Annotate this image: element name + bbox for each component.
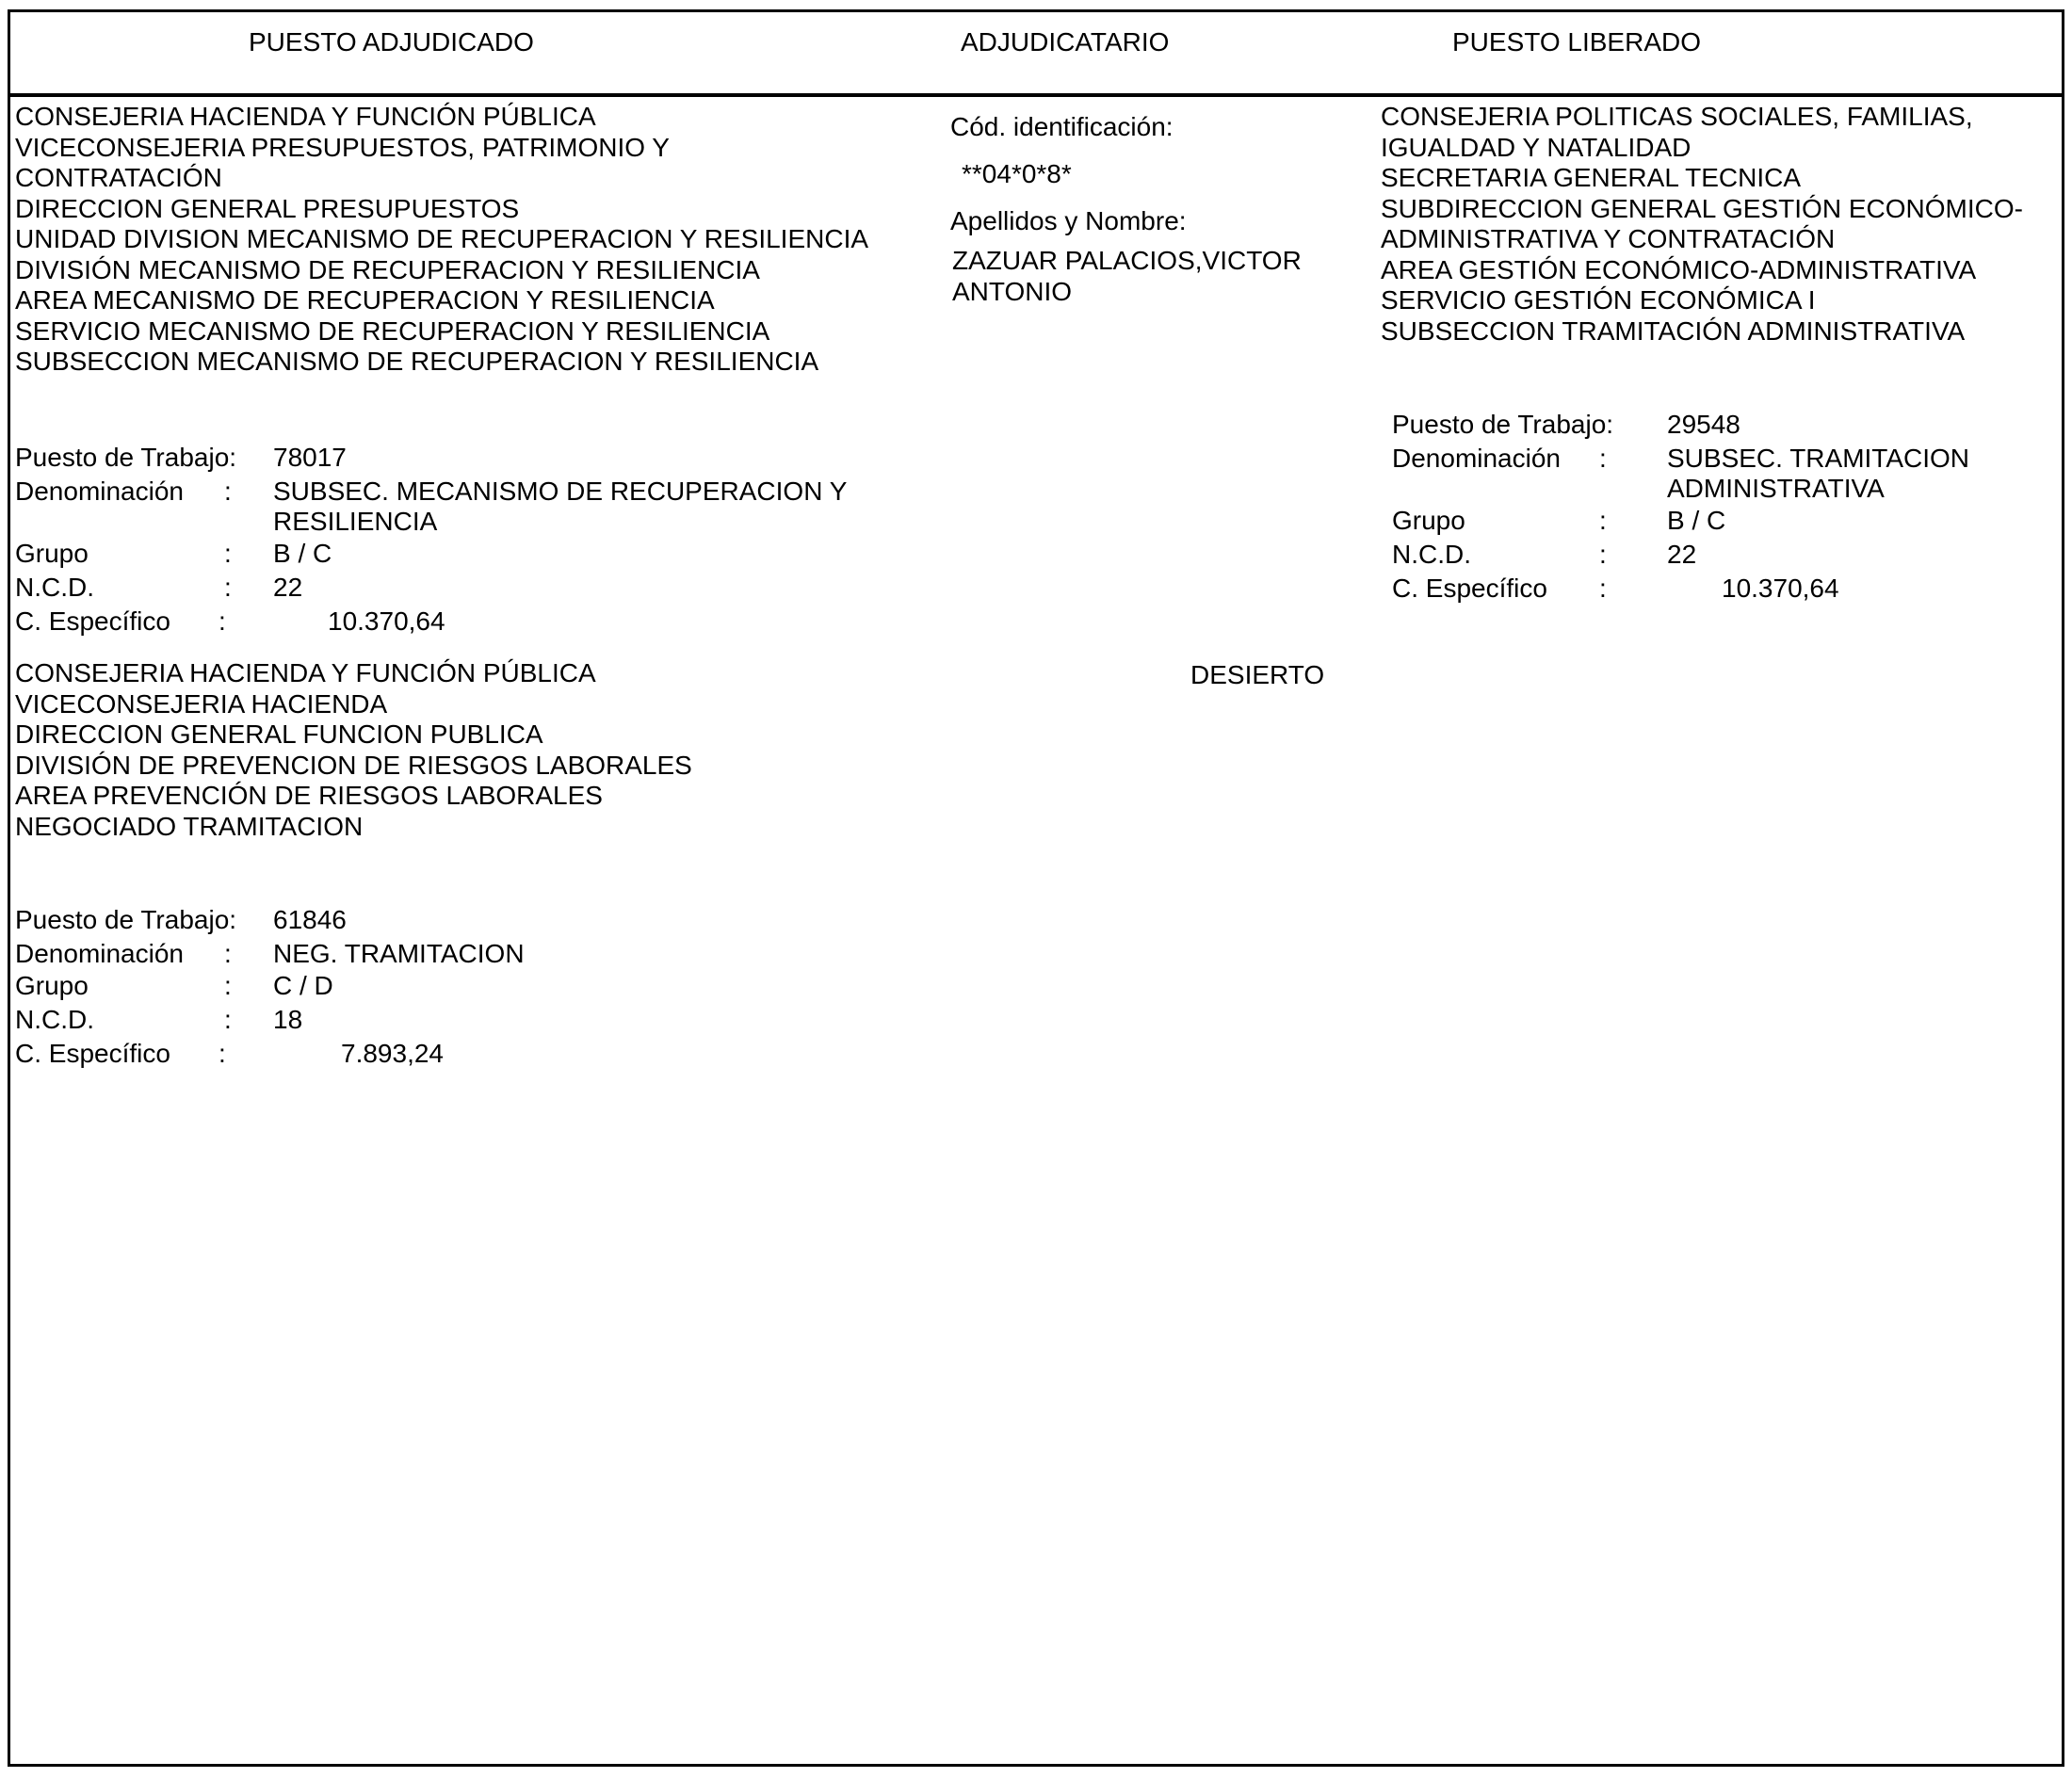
grupo-label: Grupo (15, 971, 89, 1000)
ncd-value: 18 (273, 1005, 303, 1034)
entry2-adjudicado-org (15, 658, 692, 842)
grupo-value: B / C (273, 539, 332, 568)
cod-identificacion-value: **04*0*8* (962, 159, 1072, 188)
colon: : (224, 573, 232, 602)
denominacion-value-line: SUBSEC. TRAMITACION (1667, 444, 1970, 473)
org-line: AREA GESTIÓN ECONÓMICO-ADMINISTRATIVA (1381, 254, 1977, 284)
especifico-label: C. Específico (1392, 574, 1547, 603)
header-puesto-liberado: PUESTO LIBERADO (1452, 27, 1702, 57)
org-line: AREA MECANISMO DE RECUPERACION Y RESILIENCIA (15, 285, 715, 315)
colon: : (224, 971, 232, 1000)
header-adjudicatario: ADJUDICATARIO (961, 27, 1170, 57)
entry1-adjudicado-org (15, 102, 868, 378)
org-line: UNIDAD DIVISION MECANISMO DE RECUPERACION Y RESILIENCIA (15, 224, 869, 253)
org-line: CONSEJERIA POLITICAS SOCIALES, FAMILIAS, (1381, 102, 1973, 131)
ncd-label: N.C.D. (15, 573, 94, 602)
denominacion-value-line: RESILIENCIA (273, 507, 438, 536)
org-line: IGUALDAD Y NATALIDAD (1381, 132, 1692, 162)
entry1-adjudicado-details (15, 442, 919, 639)
ncd-label: N.C.D. (15, 1005, 94, 1034)
colon: : (1599, 540, 1607, 569)
especifico-label: C. Específico (15, 1039, 170, 1068)
desierto-status: DESIERTO (1190, 660, 1325, 689)
apellidos-nombre-label: Apellidos y Nombre: (950, 206, 1187, 235)
org-line: NEGOCIADO TRAMITACION (15, 811, 364, 841)
header-puesto-adjudicado: PUESTO ADJUDICADO (249, 27, 534, 57)
org-line: SERVICIO MECANISMO DE RECUPERACION Y RESILIENCIA (15, 315, 770, 346)
org-line: SERVICIO GESTIÓN ECONÓMICA I (1381, 285, 1816, 315)
org-line: CONTRATACIÓN (15, 163, 222, 192)
colon: : (224, 477, 232, 506)
colon: : (224, 1005, 232, 1034)
org-line: DIVISIÓN DE PREVENCION DE RIESGOS LABORALES (15, 750, 692, 780)
ncd-label: N.C.D. (1392, 540, 1471, 569)
puesto-value: 78017 (273, 443, 347, 472)
entry1-adjudicatario (950, 111, 1346, 318)
ncd-value: 22 (273, 573, 303, 602)
denominacion-value-line: SUBSEC. MECANISMO DE RECUPERACION Y (273, 477, 848, 506)
especifico-label: C. Específico (15, 606, 170, 636)
puesto-value: 29548 (1667, 410, 1740, 439)
entry1-liberado-details (1392, 409, 2051, 606)
especifico-value: 10.370,64 (1722, 574, 1839, 603)
grupo-label: Grupo (15, 539, 89, 568)
colon: : (1599, 444, 1607, 473)
org-line: SUBDIRECCION GENERAL GESTIÓN ECONÓMICO- (1381, 193, 2023, 223)
denominacion-label: Denominación (15, 939, 184, 968)
entry2-adjudicado-details (15, 904, 919, 1074)
org-line: DIVISIÓN MECANISMO DE RECUPERACION Y RESILIENCIA (15, 254, 760, 284)
denominacion-value-line: NEG. TRAMITACION (273, 939, 525, 968)
especifico-value: 10.370,64 (328, 606, 445, 636)
grupo-label: Grupo (1392, 506, 1465, 535)
puesto-label: Puesto de Trabajo: (15, 905, 237, 934)
puesto-label: Puesto de Trabajo: (15, 443, 237, 472)
org-line: VICECONSEJERIA HACIENDA (15, 688, 388, 719)
org-line: DIRECCION GENERAL PRESUPUESTOS (15, 193, 520, 223)
grupo-value: B / C (1667, 506, 1726, 535)
org-line: ADMINISTRATIVA Y CONTRATACIÓN (1381, 224, 1836, 253)
ncd-value: 22 (1667, 540, 1697, 569)
nombre-value-line: ANTONIO (952, 277, 1073, 306)
org-line: SUBSECCION TRAMITACIÓN ADMINISTRATIVA (1381, 315, 1966, 346)
puesto-label: Puesto de Trabajo: (1392, 410, 1614, 439)
entry1-liberado-org (1381, 102, 2023, 347)
colon: : (1599, 574, 1607, 603)
org-line: CONSEJERIA HACIENDA Y FUNCIÓN PÚBLICA (15, 658, 596, 687)
org-line: VICECONSEJERIA PRESUPUESTOS, PATRIMONIO Y (15, 132, 670, 162)
colon: : (224, 539, 232, 568)
cod-identificacion-label: Cód. identificación: (950, 112, 1174, 141)
colon: : (219, 1039, 226, 1068)
denominacion-value-line: ADMINISTRATIVA (1667, 474, 1885, 503)
org-line: SECRETARIA GENERAL TECNICA (1381, 163, 1802, 192)
puesto-value: 61846 (273, 905, 347, 934)
denominacion-label: Denominación (1392, 444, 1561, 473)
header-divider (8, 93, 2064, 97)
org-line: CONSEJERIA HACIENDA Y FUNCIÓN PÚBLICA (15, 102, 596, 131)
nombre-value-line: ZAZUAR PALACIOS,VICTOR (952, 246, 1302, 275)
especifico-value: 7.893,24 (341, 1039, 444, 1068)
colon: : (219, 606, 226, 636)
denominacion-label: Denominación (15, 477, 184, 506)
org-line: SUBSECCION MECANISMO DE RECUPERACION Y RESILIENCIA (15, 347, 819, 376)
org-line: DIRECCION GENERAL FUNCION PUBLICA (15, 719, 543, 749)
colon: : (224, 939, 232, 968)
grupo-value: C / D (273, 971, 333, 1000)
colon: : (1599, 506, 1607, 535)
org-line: AREA PREVENCIÓN DE RIESGOS LABORALES (15, 781, 603, 810)
